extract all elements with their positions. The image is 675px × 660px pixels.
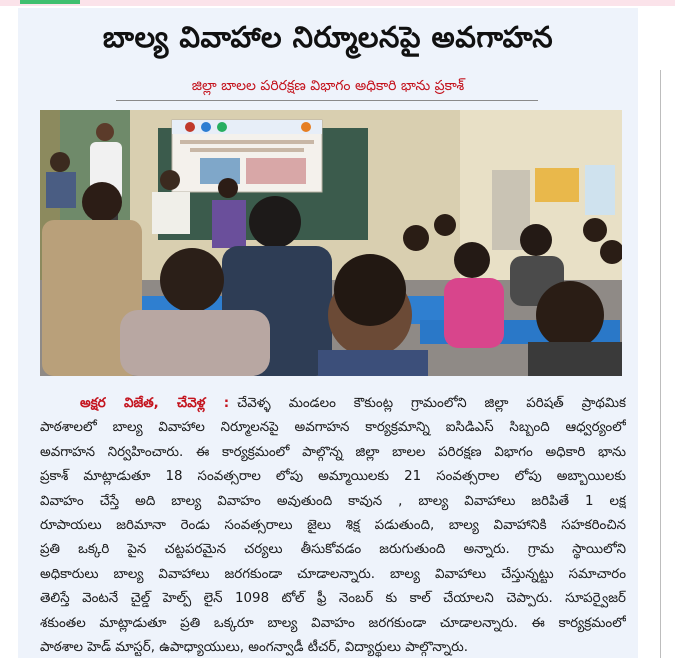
- body-line-7: ప్రతి ఒక్కరి పైన చట్టపరమైన చర్యలు తీసుకోవడం జరుగుతుంది అన్నారు. గ్రామ స్థాయిలోని: [40, 542, 626, 558]
- body-line-11: పాఠశాల హెడ్ మాస్టర్, ఉపాధ్యాయులు, అంగన్వాడీ టీచర్, విద్యార్థులు పాల్గొన్నారు.: [40, 639, 468, 655]
- classroom-photo-illustration: [40, 110, 622, 376]
- body-line-3: అవగాహన నిర్వహించారు. ఈ కార్యక్రమంలో పాల్గొన్న జిల్లా బాలల పరిరక్షణ విభాగం అధికారి భాను: [40, 444, 626, 460]
- body-line-9: తెలిస్తే వెంటనే చైల్డ్ హెల్ప్ లైన్ 1098 టోల్ ఫ్రీ నెంబర్ కు కాల్ చేయాలని చెప్పారు. సూపర్వైజర్: [40, 591, 626, 607]
- body-line-5: వివాహం చేస్తే అది బాల్య వివాహం అవుతుంది కావున , బాల్య వివాహాలు జరిపితే 1 లక్ష: [40, 493, 626, 509]
- column-divider: [660, 70, 661, 658]
- body-line-6: రూపాయలు జరిమానా రెండు సంవత్సరాలు జైలు శిక్ష పడుతుంది, బాల్య వివాహానికి సహకరించిన: [40, 517, 626, 533]
- news-photo: [40, 110, 622, 376]
- body-line-4: ప్రకాశ్ మాట్లాడుతూ 18 సంవత్సరాల లోపు అమ్మాయిలకు 21 సంవత్సరాల లోపు అబ్బాయిలకు: [40, 469, 626, 485]
- article-body: [40, 392, 626, 660]
- top-strip: [0, 0, 675, 6]
- top-tab-marker: [20, 0, 80, 4]
- body-line-10: శకుంతల మాట్లాడుతూ ప్రతి ఒక్కరూ బాల్య వివాహం జరగకుండా చూడాలన్నారు. ఈ కార్యక్రమంలో: [40, 615, 626, 631]
- news-article: [18, 8, 638, 658]
- dateline: అక్షర విజేత, చేవెళ్ల :: [80, 396, 230, 411]
- headline: బాల్య వివాహాల నిర్మూలనపై అవగాహన: [102, 20, 554, 54]
- subheadline-rule: [116, 100, 538, 101]
- body-line-1-text: చేవెళ్ళ మండలం కౌకుంట్ల గ్రామంలోని జిల్లా పరిషత్ ప్రాథమిక: [237, 396, 626, 411]
- photo-banner: [172, 120, 322, 192]
- body-line-2: పాఠశాలలో బాల్య వివాహాల నిర్మూలనపై అవగాహన కార్యక్రమాన్ని ఐసిడిఎస్ సిబ్బంది ఆధ్వర్యంలో: [40, 420, 626, 436]
- subheadline: జిల్లా బాలల పరిరక్షణ విభాగం అధికారి భాను ప్రకాశ్: [191, 78, 465, 94]
- body-line-1: [40, 392, 626, 416]
- body-line-8: అధికారులు బాల్య వివాహాలు జరగకుండా చూడాలన్నారు. బాల్య వివాహాలు చేస్తున్నట్టు సమాచారం: [40, 566, 626, 582]
